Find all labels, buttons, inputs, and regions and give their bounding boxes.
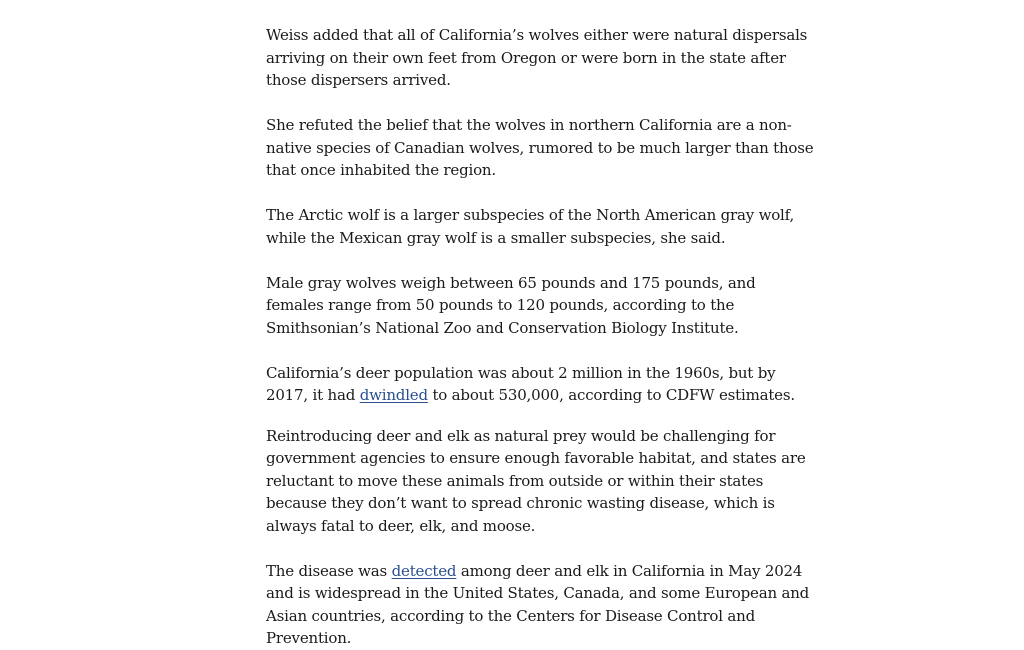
deer-population-text-after: to about 530,000, according to CDFW estimates. (427, 386, 795, 404)
paragraph-subspecies: The Arctic wolf is a larger subspecies of the North American gray wolf, while the Mexican gray wolf is a smaller subspecies, she said. (266, 206, 795, 247)
deer-population-text-before: California’s deer population was about 2 million in the 1960s, but by 2017, it had (266, 363, 776, 404)
disease-text-after: among deer and elk in California in May 2024 and is widespread in the United States, Canada, and some European and Asian countries, according to the Centers for Disease Control and Prevention. (266, 561, 810, 647)
paragraph-wolf-weights: Male gray wolves weigh between 65 pounds and 175 pounds, and females range from 50 pounds to 120 pounds, according to the Smithsonian’s National Zoo and Conservation Biology Institute. (266, 273, 756, 337)
paragraph-disease-detected (266, 560, 814, 650)
paragraph-deer-population (266, 362, 814, 407)
paragraph-weiss-dispersals: Weiss added that all of California’s wolves either were natural dispersals arriving on their own feet from Oregon or were born in the state after those dispersers arrived. (266, 26, 808, 89)
paragraph-non-native-belief: She refuted the belief that the wolves in northern California are a non-native species of Canadian wolves, rumored to be much larger than those that once inhabited the region. (266, 116, 814, 179)
disease-text-before: The disease was (266, 561, 392, 580)
detected-link[interactable]: detected (391, 561, 457, 580)
paragraph-reintroducing-prey: Reintroducing deer and elk as natural prey would be challenging for government agencies to ensure enough favorable habitat, and states are reluctant to move these animals from outside or within their states because they don’t want to spread chronic wasting disease, which is always fatal to deer, elk, and moose. (266, 426, 806, 535)
dwindled-link[interactable]: dwindled (359, 386, 428, 404)
article-body (266, 24, 814, 650)
